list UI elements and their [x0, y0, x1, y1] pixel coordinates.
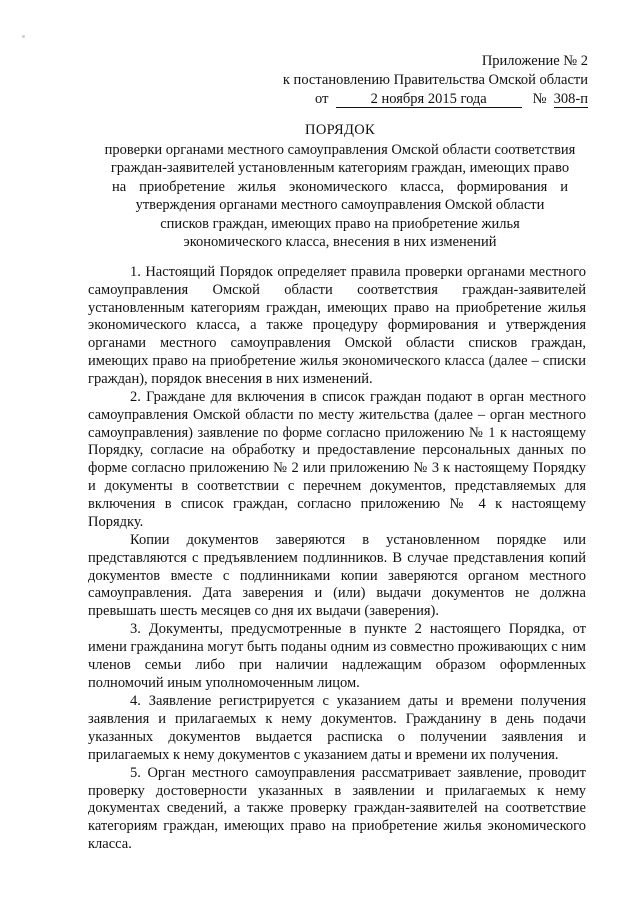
resolution-date-line [283, 90, 588, 109]
date-prefix: от [315, 91, 329, 107]
subtitle-line: списков граждан, имеющих право на приобретение жилья [160, 215, 520, 232]
paragraph-3: 3. Документы, предусмотренные в пункте 2 настоящего Порядка, от имени гражданина могут быть поданы одним из совместно проживающих с ним членов семьи либо при наличии надлежащим образом оформленных полномочий иным уполномоченным лицом. [88, 621, 586, 691]
subtitle-line: проверки органами местного самоуправления Омской области соответствия [104, 141, 576, 158]
subtitle-line: на приобретение жилья экономического класса, формирования и [112, 178, 568, 195]
resolution-number: 308-п [553, 91, 588, 107]
title-subtitle [90, 141, 590, 252]
document-title [90, 121, 590, 252]
subtitle-line: экономического класса, внесения в них изменений [183, 234, 497, 250]
paragraph-2: 2. Граждане для включения в список граждан подают в орган местного самоуправления Омской области по месту жительства (далее – орган местного самоуправления) заявление по форме согласно приложению № 1 к настоящему Порядку, согласие на обработку и предоставление персональных данных по форме согласно приложению № 2 или приложению № 3 к настоящему Порядку и документы в соответствии с перечнем документов, представляемых для включения в список граждан, согласно приложению № 4 к настоящему Порядку. [88, 389, 586, 530]
number-prefix: № [532, 91, 547, 107]
paragraph-2-copies: Копии документов заверяются в установленном порядке или представляются с предъявлением подлинников. В случае представления копий документов вместе с подлинниками копии заверяются органом местного самоуправления. Дата заверения и (или) выдачи документов не должна превышать шесть месяцев со дня их выдачи (заверения). [88, 531, 586, 620]
resolution-reference: к постановлению Правительства Омской области [282, 72, 588, 88]
subtitle-line: граждан-заявителей установленным категориям граждан, имеющих право [110, 160, 570, 176]
title-heading: ПОРЯДОК [305, 122, 375, 138]
paragraph-4: 4. Заявление регистрируется с указанием даты и времени получения заявления и прилагаемых к нему документов. Гражданину в день подачи указанных документов выдается расписка о получении заявления и прилагаемых к нему документов с указанием даты и времени их получения. [88, 693, 586, 763]
scan-speck [22, 35, 25, 38]
appendix-header [283, 52, 588, 109]
appendix-number: Приложение № 2 [481, 53, 588, 69]
subtitle-line: утверждения органами местного самоуправления Омской области [135, 197, 545, 213]
resolution-date: 2 ноября 2015 года [336, 92, 522, 108]
paragraph-1: 1. Настоящий Порядок определяет правила проверки органами местного самоуправления Омской области соответствия граждан-заявителей установленным категориям граждан, имеющих право на приобретение жилья экономического класса, а также процедуру формирования и утверждения органами местного самоуправления Омской области списков граждан, имеющих право на приобретение жилья экономического класса (далее – списки граждан), порядок внесения в них изменений. [88, 264, 586, 387]
paragraph-5: 5. Орган местного самоуправления рассматривает заявление, проводит проверку достоверности указанных в заявлении и прилагаемых к нему документах сведений, а также проверку граждан-заявителей на соответствие категориям граждан, имеющих право на приобретение жилья экономического класса. [88, 764, 586, 852]
document-body [88, 264, 586, 854]
